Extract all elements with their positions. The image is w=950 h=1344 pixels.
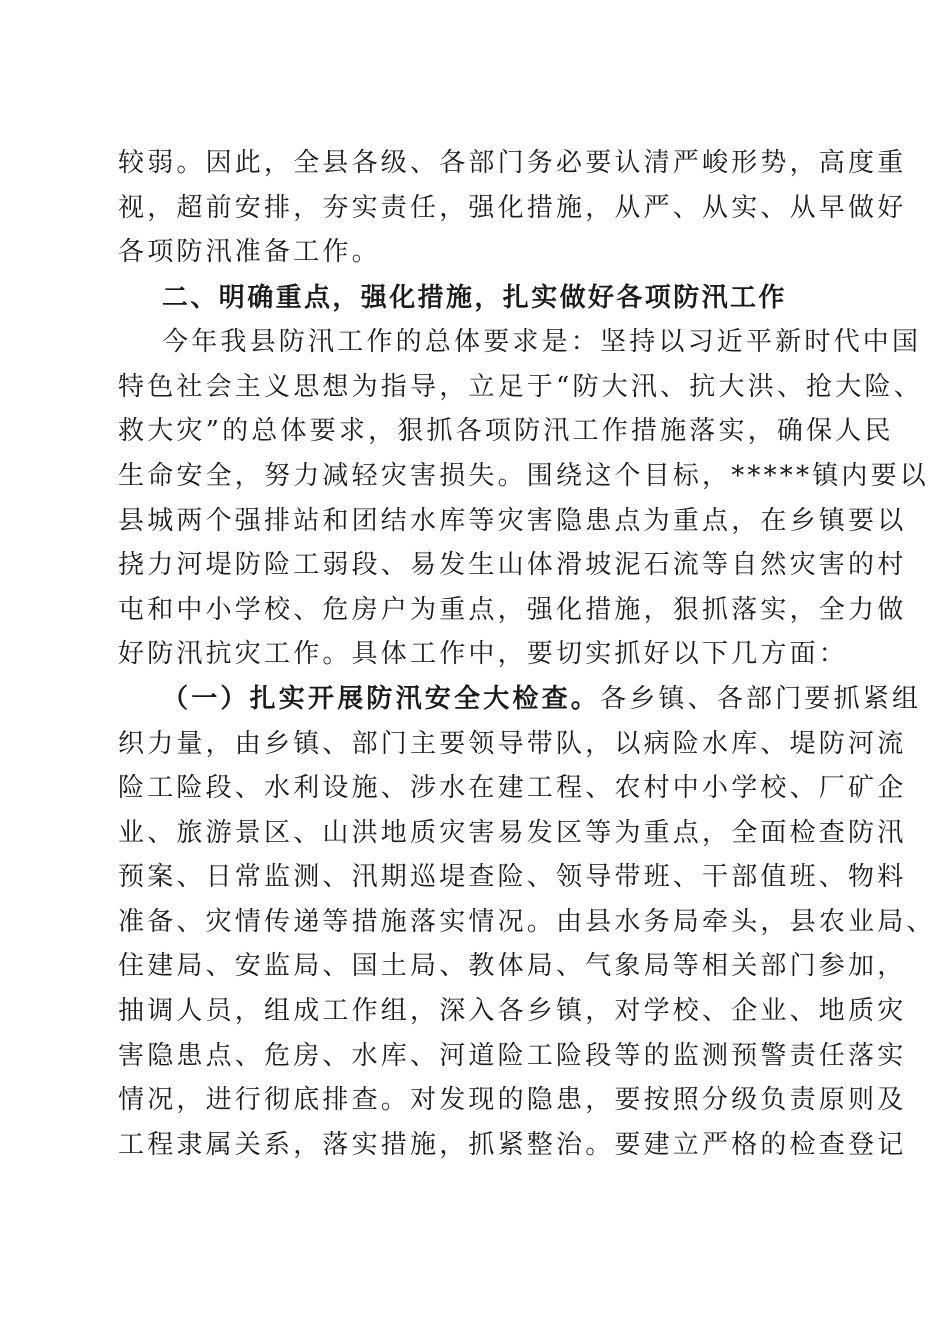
body-line: 屯和中小学校、危房户为重点，强化措施，狠抓落实，全力做: [118, 595, 907, 625]
body-line: 抽调人员，组成工作组，深入各乡镇，对学校、企业、地质灾: [118, 996, 907, 1026]
body-line: 害隐患点、危房、水库、河道险工险段等的监测预警责任落实: [118, 1041, 907, 1071]
item-lead-rest: 各乡镇、各部门要抓紧组: [600, 684, 922, 714]
body-line: 工程隶属关系，落实措施，抓紧整治。要建立严格的检查登记: [118, 1130, 907, 1160]
body-line: 救大灾”的总体要求，狠抓各项防汛工作措施落实，确保人民: [118, 416, 894, 446]
body-line: 准备、灾情传递等措施落实情况。由县水务局牵头，县农业局、: [118, 907, 936, 937]
body-line: 生命安全，努力减轻灾害损失。围绕这个目标，*****镇内要以: [118, 461, 930, 491]
body-line: 各项防汛准备工作。: [118, 237, 381, 267]
body-line: 预案、日常监测、汛期巡堤查险、领导带班、干部值班、物料: [118, 862, 907, 892]
item-first-line: [162, 679, 921, 719]
body-line: 视，超前安排，夯实责任，强化措施，从严、从实、从早做好: [118, 193, 907, 223]
body-line: 今年我县防汛工作的总体要求是：坚持以习近平新时代中国: [162, 327, 922, 357]
body-line: 较弱。因此，全县各级、各部门务必要认清严峻形势，高度重: [118, 148, 907, 178]
body-line: 险工险段、水利设施、涉水在建工程、农村中小学校、厂矿企: [118, 773, 907, 803]
body-line: 好防汛抗灾工作。具体工作中，要切实抓好以下几方面：: [118, 639, 849, 669]
body-line: 挠力河堤防险工弱段、易发生山体滑坡泥石流等自然灾害的村: [118, 550, 907, 580]
body-line: 住建局、安监局、国土局、教体局、气象局等相关部门参加，: [118, 951, 907, 981]
body-line: 特色社会主义思想为指导，立足于“防大汛、抗大洪、抢大险、: [118, 372, 923, 402]
body-line: 织力量，由乡镇、部门主要领导带队，以病险水库、堤防河流: [118, 729, 907, 759]
body-line: 县城两个强排站和团结水库等灾害隐患点为重点，在乡镇要以: [118, 506, 907, 536]
item-lead: （一）扎实开展防汛安全大检查。: [162, 684, 601, 714]
body-line: 情况，进行彻底排查。对发现的隐患，要按照分级负责原则及: [118, 1085, 907, 1115]
body-line: 业、旅游景区、山洪地质灾害易发区等为重点，全面检查防汛: [118, 818, 907, 848]
section-heading: 二、明确重点，强化措施，扎实做好各项防汛工作: [162, 283, 787, 313]
